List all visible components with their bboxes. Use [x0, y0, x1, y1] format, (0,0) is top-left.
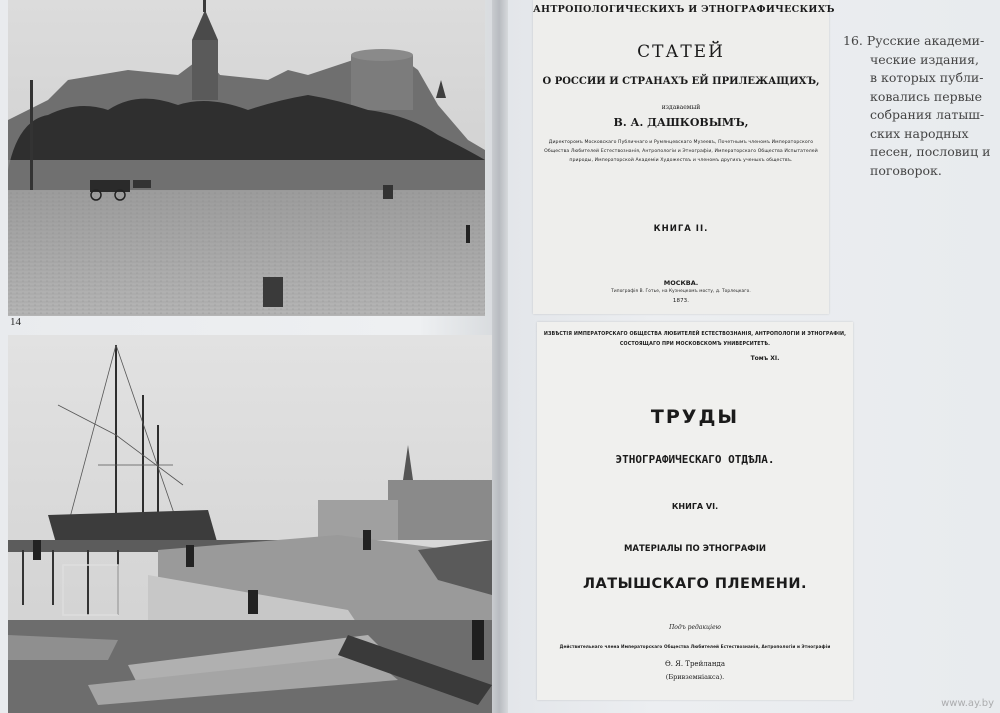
photo-castle-square — [8, 0, 485, 316]
caption-16 — [843, 32, 998, 180]
caption-line: 16. Русские академи- — [843, 33, 985, 48]
caption-line: в которых публи- — [870, 70, 984, 85]
doc16-year: 1873. — [672, 298, 690, 304]
doc17-editor-label: Подъ редакціею — [669, 624, 721, 631]
doc16-line3: О РОССИИ И СТРАНАХЪ ЕЙ ПРИЛЕЖАЩИХЪ, — [542, 76, 820, 87]
doc17-title: ТРУДЫ — [650, 406, 740, 428]
book-gutter — [492, 0, 508, 713]
caption-line: ских народных — [870, 125, 969, 141]
left-page — [0, 0, 492, 713]
doc17-materials: МАТЕРІАЛЫ ПО ЭТНОГРАФІИ — [623, 544, 767, 554]
figure-number-14: 14 — [10, 316, 21, 328]
doc17-tome: Томъ XI. — [750, 355, 780, 362]
doc16-printer: Типографія В. Готье, на Кузнецкомъ мосту, д. Торлецкаго. — [611, 289, 751, 294]
doc16-line8: природы, Императорской Академіи Художествъ и членомъ другихъ ученыхъ обществъ. — [569, 158, 793, 163]
title-page-ethnographic-works — [537, 322, 853, 700]
caption-line: ческие издания, — [870, 51, 979, 67]
doc16-line6: Директоромъ Московскаго Публичнаго и Румянцевскаго Музеевъ, Почетнымъ членомъ Императорского — [548, 140, 814, 145]
doc17-tribe: ЛАТЫШСКАГО ПЛЕМЕНИ. — [582, 576, 808, 592]
title-page-anthropological-articles — [533, 0, 835, 314]
caption-line: поговорок. — [870, 162, 942, 178]
doc16-line4: издаваемый — [661, 104, 701, 111]
doc17-header2: СОСТОЯЩАГО ПРИ МОСКОВСКОМЪ УНИВЕРСИТЕТѢ. — [619, 342, 771, 347]
watermark: www.ay.by — [941, 698, 994, 709]
doc17-book: КНИГА VI. — [671, 502, 719, 511]
doc17-header1: ИЗВѢСТІЯ ИМПЕРАТОРСКАГО ОБЩЕСТВА ЛЮБИТЕЛЕЙ ЕСТЕСТВОЗНАНІЯ, АНТРОПОЛОГІИ И ЭТНОГРАФІИ, — [543, 332, 847, 337]
doc16-line7: Общества Любителей Естествознанія, Антропологіи и Этнографіи, Императорскаго Общества Испытателей — [544, 149, 818, 154]
doc16-line5: В. А. ДАШКОВЫМЪ, — [613, 116, 749, 129]
caption-line: собрания латыш- — [870, 107, 985, 122]
caption-line: ковались первые — [870, 88, 982, 104]
doc17-editor-desc: Действительнаго члена Императорскаго Общества Любителей Естествознанія, Антропологіи и Этнографіи — [559, 644, 831, 649]
doc17-editor-name: Ѳ. Я. Трейланда — [664, 660, 726, 668]
doc16-line1: АНТРОПОЛОГИЧЕСКИХЪ И ЭТНОГРАФИЧЕСКИХЪ — [533, 4, 835, 15]
photo-harbour — [8, 335, 492, 713]
doc16-line2: СТАТЕЙ — [637, 42, 725, 62]
caption-line: песен, пословиц и — [870, 144, 991, 159]
doc17-editor-alias: (Бривземніакса). — [665, 673, 725, 681]
doc17-subtitle: ЭТНОГРАФИЧЕСКАГО ОТДѢЛА. — [615, 453, 775, 466]
doc16-book: КНИГА II. — [653, 224, 709, 234]
doc16-city: МОСКВА. — [663, 279, 699, 287]
